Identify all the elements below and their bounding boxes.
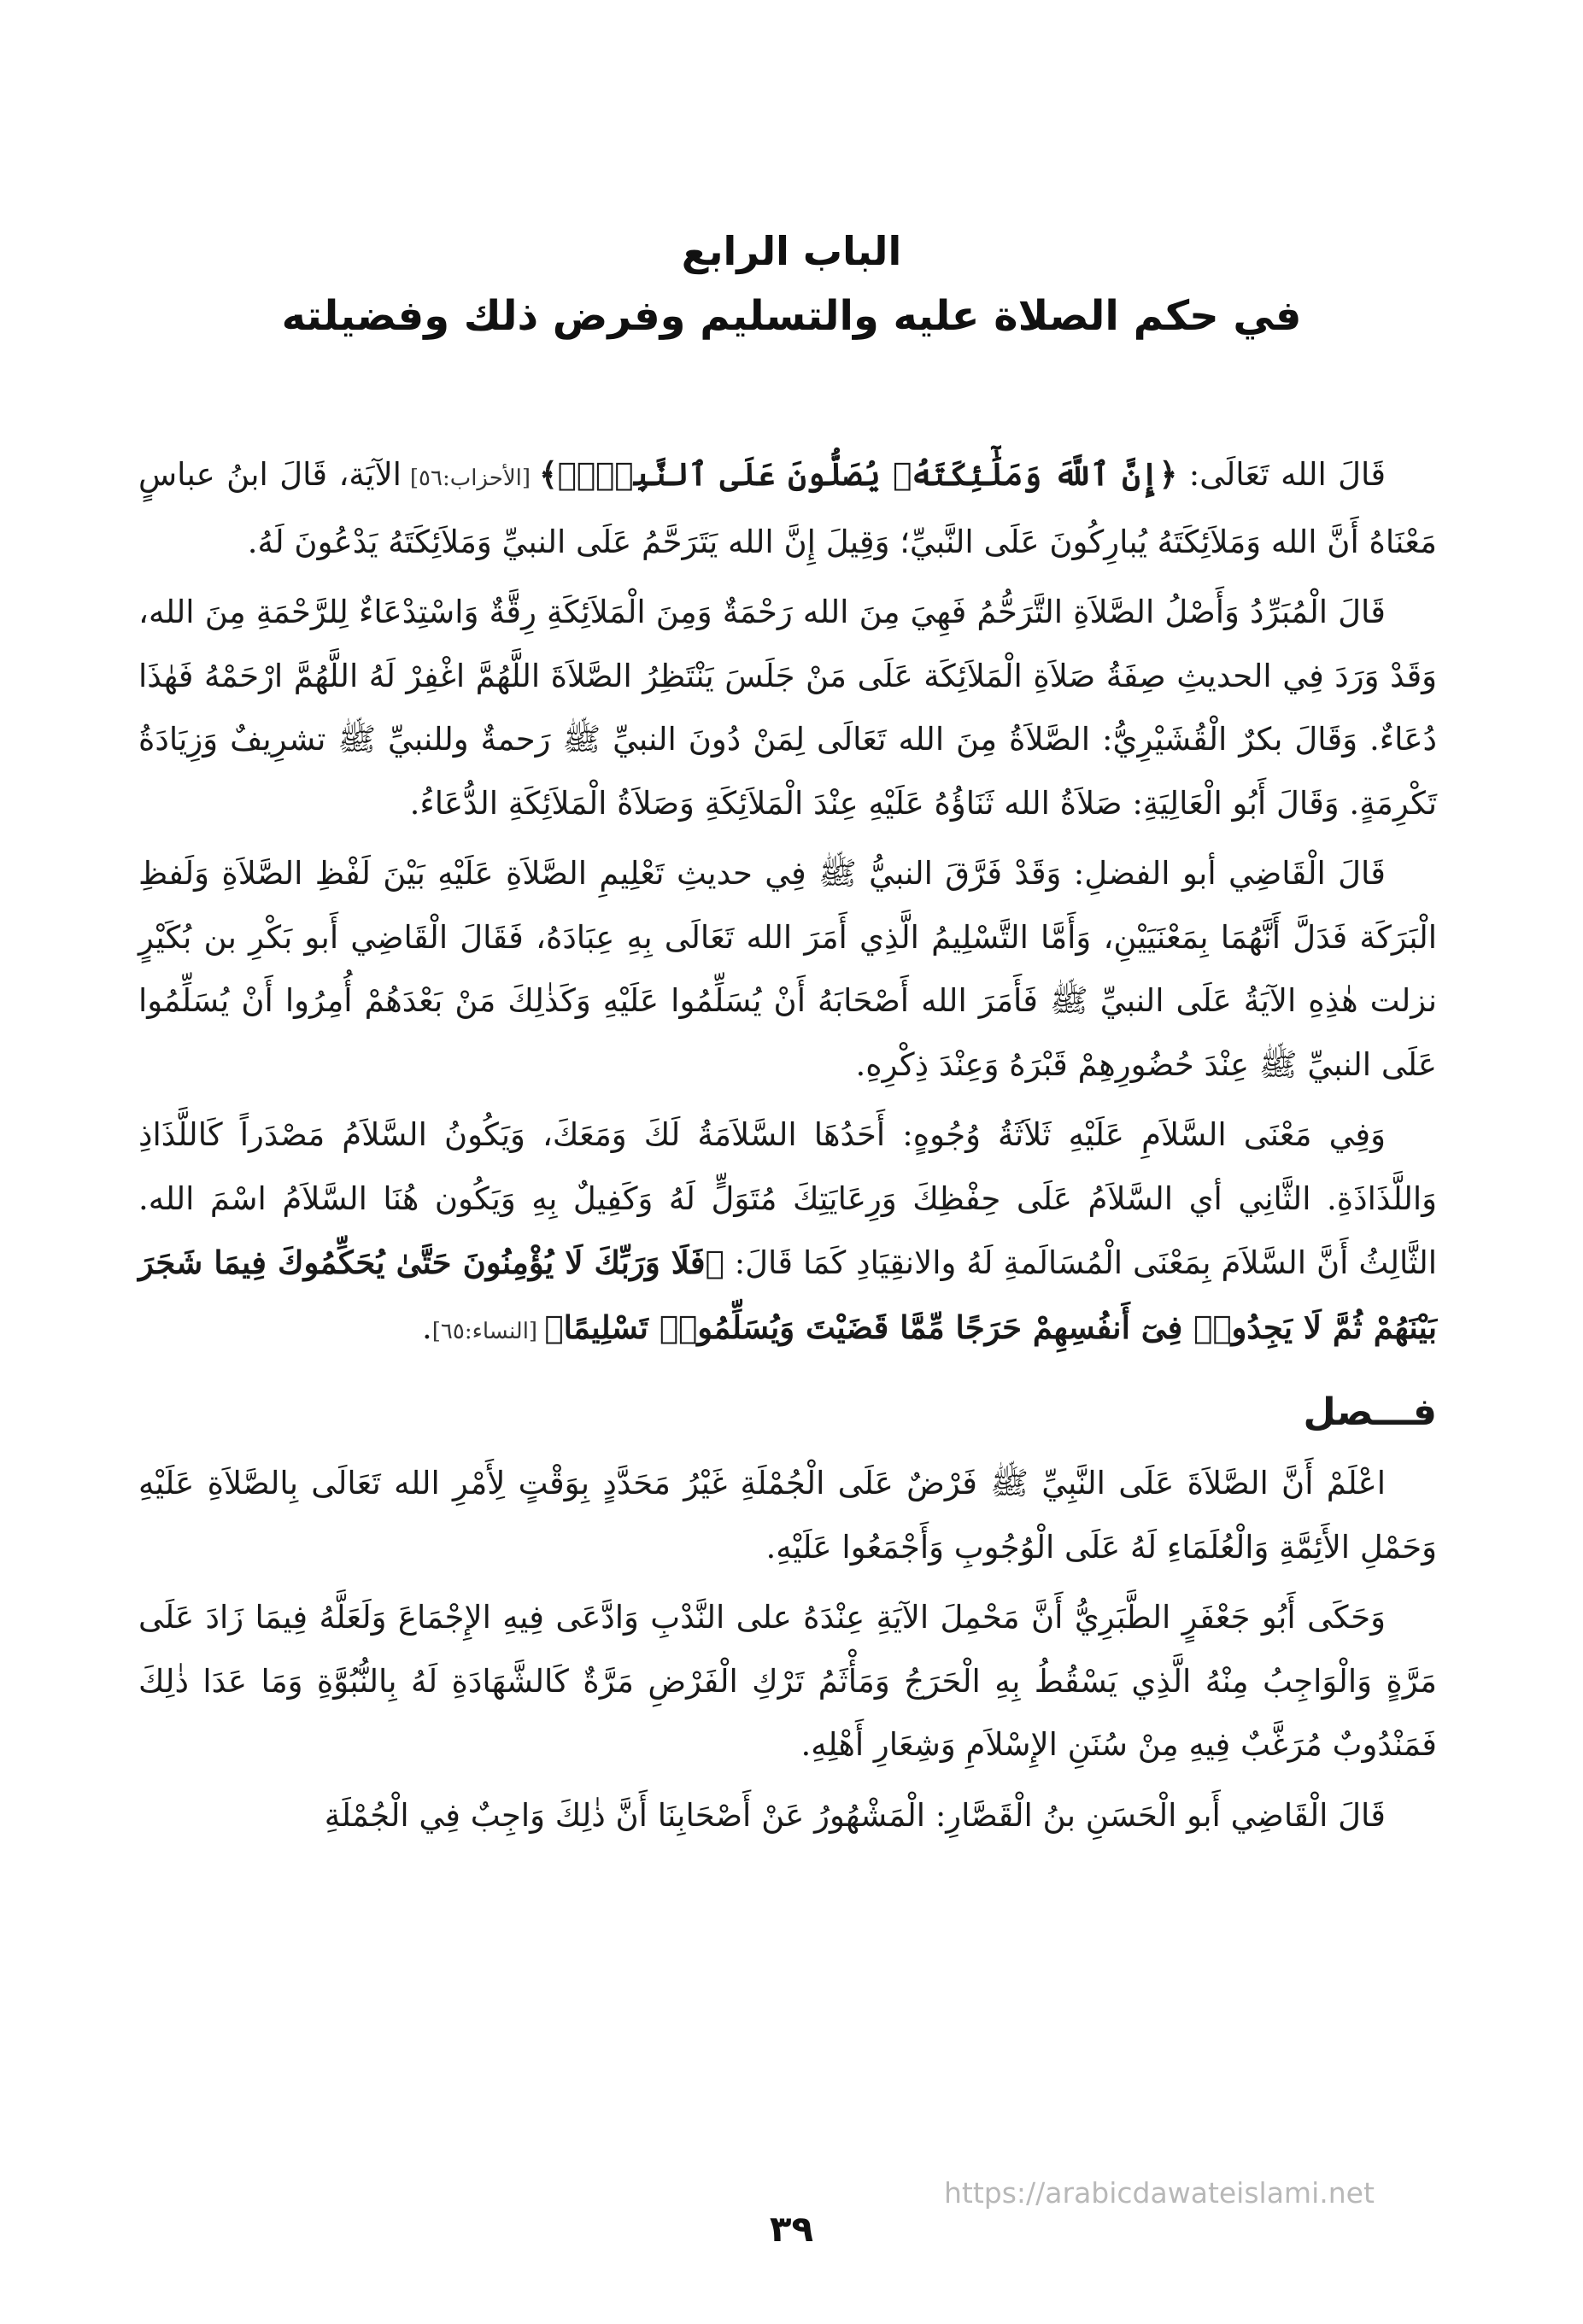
section-paragraph-2: وَحَكَى أَبُو جَعْفَرٍ الطَّبَرِيُّ أَنَّ مَحْمِلَ الآيَةِ عِنْدَهُ على النَّدْبِ وَادَّعَى فِيهِ الإِجْمَاعَ وَلَعَلَّهُ فِيمَا زَادَ عَلَى مَرَّةٍ وَالْوَاجِبُ مِنْهُ الَّذِي يَسْقُطُ بِهِ الْحَرَجُ وَمَأْثَمُ تَرْكِ الْفَرْضِ مَرَّةٌ كَالشَّهَادَةِ لَهُ بِالنُّبُوَّةِ وَمَا عَدَا ذٰلِكَ فَمَنْدُوبٌ مُرَغَّبٌ فِيهِ مِنْ سُنَنِ الإِسْلاَمِ وَشِعَارِ أَهْلِهِ. (138, 1599, 1437, 1763)
paragraph-4 (138, 1103, 1437, 1363)
section-paragraph-1: اعْلَمْ أَنَّ الصَّلاَةَ عَلَى النَّبِيِّ ﷺ فَرْضٌ عَلَى الْجُمْلَةِ غَيْرُ مَحَدَّدٍ بِوَقْتٍ لِأَمْرِ الله تَعَالَى بِالصَّلاَةِ عَلَيْهِ وَحَمْلِ الأَئِمَّةِ وَالْعُلَمَاءِ لَهُ عَلَى الْوُجُوبِ وَأَجْمَعُوا عَلَيْهِ. (138, 1465, 1437, 1566)
paragraph-4-end: . (421, 1308, 432, 1346)
chapter-heading (0, 220, 1583, 350)
paragraph-3: قَالَ الْقَاضِي أبو الفضلِ: وَقَدْ فَرَّقَ النبيُّ ﷺ فِي حديثِ تَعْلِيمِ الصَّلاَةِ عَلَيْهِ بَيْنَ لَفْظِ الصَّلاَةِ وَلَفظِ الْبَرَكَة فَدَلَّ أَنَّهُمَا بِمَعْنَيَيْنِ، وَأَمَّا التَّسْلِيمُ الَّذِي أَمَرَ الله تَعَالَى بِهِ عِبَادَهُ، فَقَالَ الْقَاضِي أَبو بَكْرِ بن بُكَيْرٍ نزلت هٰذِهِ الآيَةُ عَلَى النبيِّ ﷺ فَأَمَرَ الله أَصْحَابَهُ أَنْ يُسَلِّمُوا عَلَيْهِ وَكَذٰلِكَ مَنْ بَعْدَهُمْ أُمِرُوا أَنْ يُسَلِّمُوا عَلَى النبيِّ ﷺ عِنْدَ حُضُورِهِمْ قَبْرَهُ وَعِنْدَ ذِكْرِهِ. (138, 855, 1437, 1083)
paragraph-1-intro: قَالَ الله تَعَالَى: (1177, 456, 1387, 493)
paragraph-1 (138, 442, 1437, 574)
verse-reference-1: [الأحزاب:٥٦] (401, 465, 539, 491)
section-paragraph-3: قَالَ الْقَاضِي أَبو الْحَسَنِ بنُ الْقَصَّارِ: الْمَشْهُورُ عَنْ أَصْحَابِنَا أَنَّ ذٰلِكَ وَاجِبٌ فِي الْجُمْلَةِ (324, 1796, 1386, 1834)
body-text (138, 442, 1437, 1854)
site-watermark: https://arabicdawateislami.net (944, 2176, 1375, 2210)
chapter-subtitle: في حكم الصلاة عليه والتسليم وفرض ذلك وفضيلته (281, 292, 1302, 340)
chapter-title: الباب الرابع (681, 228, 902, 274)
section-heading: فـــصل (1303, 1390, 1437, 1434)
verse-reference-2: [النساء:٦٥] (431, 1318, 545, 1344)
quran-verse-1: ﴿إِنَّ ٱللَّهَ وَمَلَٰٓئِكَتَهُۥ يُصَلُّونَ عَلَى ٱلنَّبِىِّۚ﴾ (538, 455, 1178, 493)
page-number: ٣٩ (769, 2208, 814, 2250)
quran-verse-2: ﴿فَلَا وَرَبِّكَ لَا يُؤْمِنُونَ حَتَّىٰ يُحَكِّمُوكَ فِيمَا شَجَرَ بَيْنَهُمْ ثُمَّ لَا يَجِدُوا۟ فِىٓ أَنفُسِهِمْ حَرَجًا مِّمَّا قَضَيْتَ وَيُسَلِّمُوا۟ تَسْلِيمًا﴾ (138, 1244, 1437, 1346)
paragraph-2: قَالَ الْمُبَرِّدُ وَأَصْلُ الصَّلاَةِ التَّرَحُّمُ فَهِيَ مِنَ الله رَحْمَةٌ وَمِنَ الْمَلاَئِكَةِ رِقَّةٌ وَاسْتِدْعَاءٌ لِلرَّحْمَةِ مِنَ الله، وَقَدْ وَرَدَ فِي الحديثِ صِفَةُ صَلاَةِ الْمَلاَئِكَة عَلَى مَنْ جَلَسَ يَنْتَظِرُ الصَّلاَةَ اللَّهُمَّ اغْفِرْ لَهُ اللَّهُمَّ ارْحَمْهُ فَهٰذَا دُعَاءٌ. وَقَالَ بكرٌ الْقُشَيْرِيُّ: الصَّلاَةُ مِنَ الله تَعَالَى لِمَنْ دُونَ النبيِّ ﷺ رَحمةٌ وللنبيِّ ﷺ تشرِيفٌ وَزِيَادَةُ تَكْرِمَةٍ. وَقَالَ أَبُو الْعَالِيَةِ: صَلاَةُ الله ثَنَاؤُهُ عَلَيْهِ عِنْدَ الْمَلاَئِكَةِ وَصَلاَةُ الْمَلاَئِكَةِ الدُّعَاءُ. (138, 594, 1437, 822)
paragraph-4-intro: وَفِي مَعْنَى السَّلاَمِ عَلَيْهِ ثَلاَثَةُ وُجُوهٍ: أَحَدُهَا السَّلاَمَةُ لَكَ وَمَعَكَ، وَيَكُونُ السَّلاَمُ مَصْدَراً كَاللَّذَاذِ وَاللَّذَاذَةِ. الثَّانِي أي السَّلاَمُ عَلَى حِفْظِكَ وَرِعَايَتِكَ مُتَوَلٍّ لَهُ وَكَفِيلٌ بِهِ وَيَكُون هُنَا السَّلاَمُ اسْمَ الله. الثَّالِثُ أَنَّ السَّلاَمَ بِمَعْنَى الْمُسَالَمةِ لَهُ والانقِيَادِ كَمَا قَالَ: (138, 1116, 1438, 1281)
paragraph-1-rest: الآيَة، قَالَ ابنُ عباسٍ مَعْنَاهُ أَنَّ الله وَمَلاَئِكَتَهُ يُبارِكُونَ عَلَى النَّبيِّ؛ وَقِيلَ إِنَّ الله يَتَرَحَّمُ عَلَى النبيِّ وَمَلاَئِكَتَهُ يَدْعُونَ لَهُ. (138, 456, 1437, 560)
